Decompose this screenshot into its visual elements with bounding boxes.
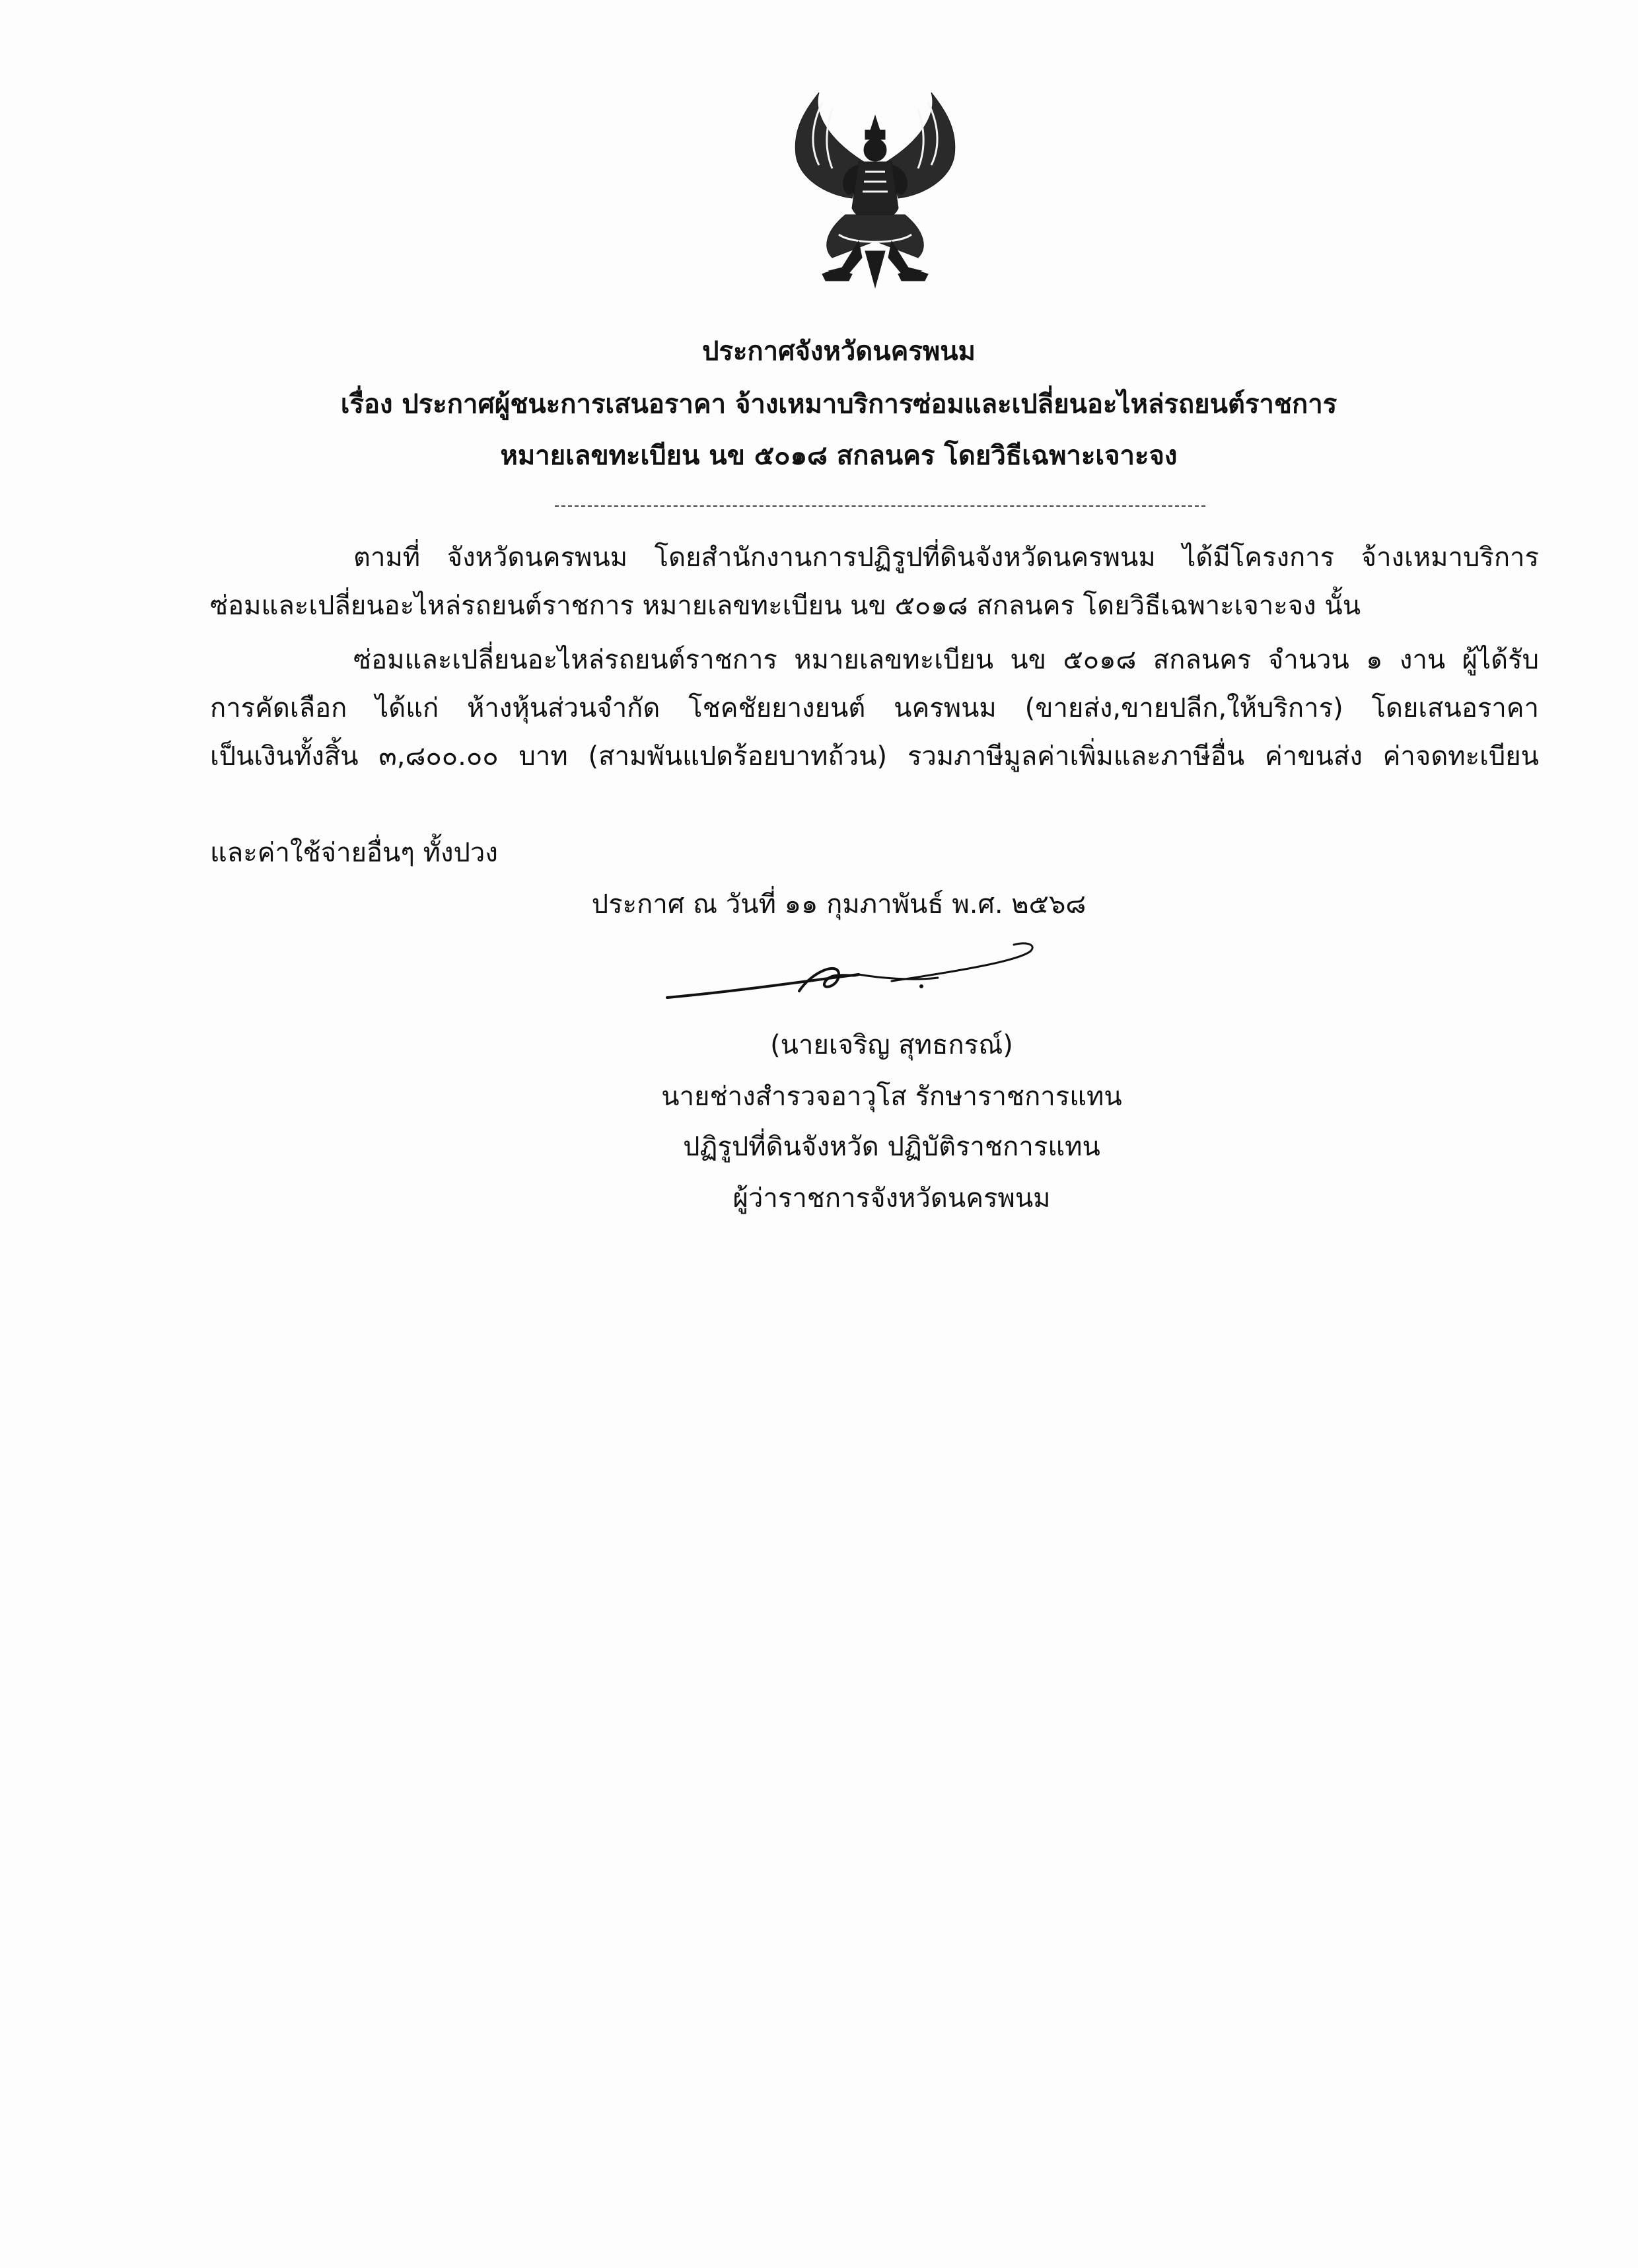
body-line-1: ตามที่ จังหวัดนครพนม โดยสำนักงานการปฏิรูปที่ดินจังหวัดนครพนม ได้มีโครงการ จ้างเหมาบริการ — [353, 542, 1539, 573]
signatory-position-2: ปฏิรูปที่ดินจังหวัด ปฏิบัติราชการแทน — [683, 1132, 1100, 1162]
body-line-5: เป็นเงินทั้งสิ้น ๓,๘๐๐.๐๐ บาท (สามพันแปดร้อยบาทถ้วน) รวมภาษีมูลค่าเพิ่มและภาษีอื่น ค่าขนส่ง ค่าจดทะเบียน — [210, 741, 1539, 772]
signatory-position-3: ผู้ว่าราชการจังหวัดนครพนม — [732, 1183, 1051, 1214]
handwritten-signature — [660, 925, 1057, 1024]
garuda-emblem-icon — [766, 89, 984, 301]
announcement-agency: ประกาศจังหวัดนครพนม — [702, 336, 976, 367]
body-line-3: ซ่อมและเปลี่ยนอะไหล่รถยนต์ราชการ หมายเลขทะเบียน นข ๕๐๑๘ สกลนคร จำนวน ๑ งาน ผู้ได้รับ — [353, 645, 1539, 675]
announcement-subject-line1: เรื่อง ประกาศผู้ชนะการเสนอราคา จ้างเหมาบริการซ่อมและเปลี่ยนอะไหล่รถยนต์ราชการ — [340, 389, 1337, 420]
signatory-position-1: นายช่างสำรวจอาวุโส รักษาราชการแทน — [661, 1081, 1122, 1112]
body-line-2: ซ่อมและเปลี่ยนอะไหล่รถยนต์ราชการ หมายเลขทะเบียน นข ๕๐๑๘ สกลนคร โดยวิธีเฉพาะเจาะจง นั้น — [210, 591, 1361, 621]
signatory-name: (นายเจริญ สุทธกรณ์) — [770, 1030, 1013, 1060]
body-line-6: และค่าใช้จ่ายอื่นๆ ทั้งปวง — [210, 838, 498, 868]
body-line-4: การคัดเลือก ได้แก่ ห้างหุ้นส่วนจำกัด โชคชัยยางยนต์ นครพนม (ขายส่ง,ขายปลีก,ให้บริการ) โดยเสนอราคา — [210, 693, 1539, 723]
announcement-subject-line2: หมายเลขทะเบียน นข ๕๐๑๘ สกลนคร โดยวิธีเฉพาะเจาะจง — [500, 441, 1178, 471]
announced-date: ประกาศ ณ วันที่ ๑๑ กุมภาพันธ์ พ.ศ. ๒๕๖๘ — [591, 889, 1086, 920]
dashed-divider — [555, 505, 1205, 507]
